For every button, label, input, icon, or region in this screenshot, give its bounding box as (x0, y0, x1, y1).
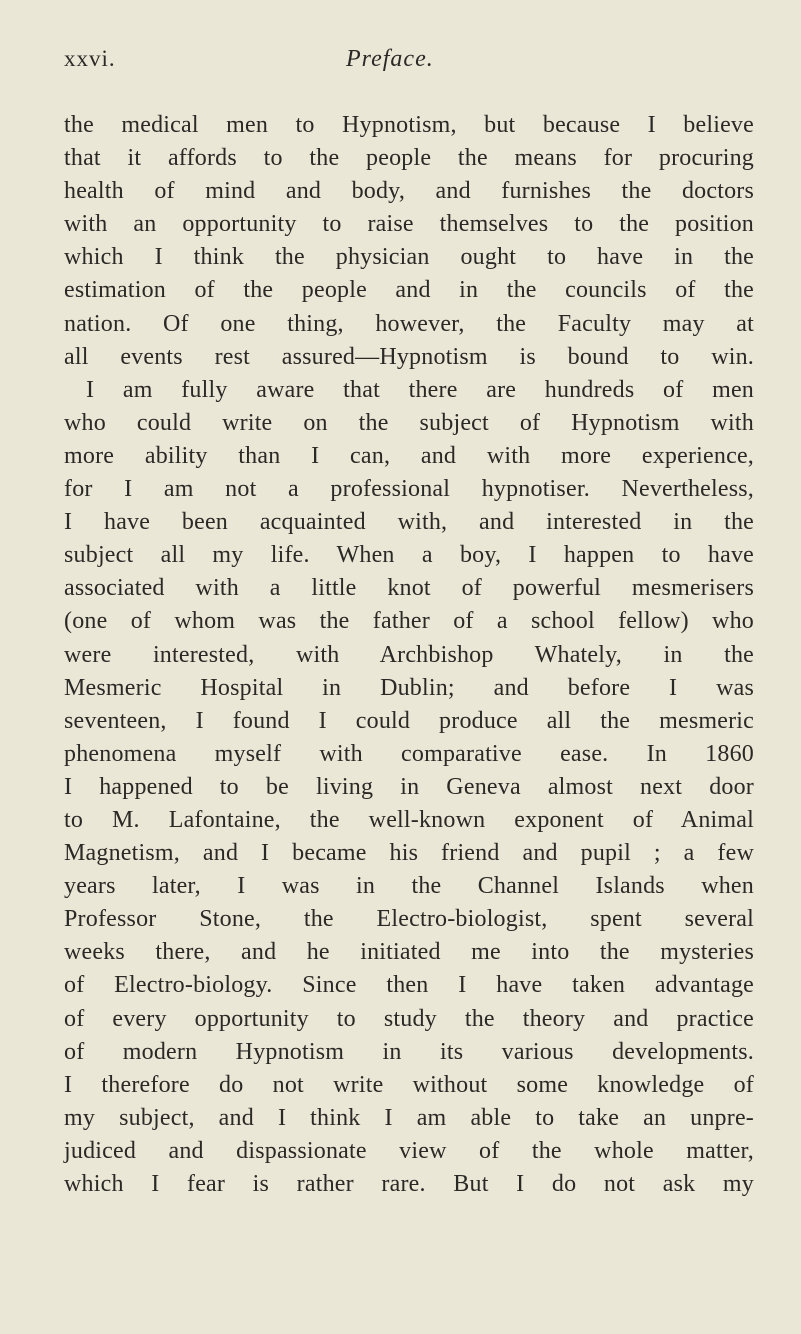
page-number: xxvi. (64, 46, 116, 71)
text-line: I therefore do not write without some knowledge of (64, 1071, 754, 1098)
text-line: (one of whom was the father of a school fellow) who (64, 608, 754, 635)
text-line: health of mind and body, and furnishes the doctors (64, 178, 754, 205)
text-line: years later, I was in the Channel Islands when (64, 873, 754, 900)
text-line: seventeen, I found I could produce all the mesmeric (64, 707, 754, 734)
text-line: with an opportunity to raise themselves to the position (64, 211, 754, 238)
text-line: to M. Lafontaine, the well-known exponent of Animal (64, 806, 754, 833)
text-line: Mesmeric Hospital in Dublin; and before I was (64, 674, 754, 701)
running-head-title: Preface. (346, 46, 434, 72)
text-line: nation. Of one thing, however, the Faculty may at (64, 310, 754, 337)
text-line: were interested, with Archbishop Whately, in the (64, 641, 754, 668)
text-line: who could write on the subject of Hypnotism with (64, 409, 754, 436)
text-line: which I think the physician ought to have in the (64, 244, 754, 271)
text-line: estimation of the people and in the councils of the (64, 277, 754, 304)
text-line: associated with a little knot of powerful mesmerisers (64, 575, 754, 602)
text-line: I happened to be living in Geneva almost next door (64, 773, 754, 800)
text-line: Magnetism, and I became his friend and pupil ; a few (64, 840, 754, 867)
text-line: subject all my life. When a boy, I happen to have (64, 542, 754, 569)
text-line: for I am not a professional hypnotiser. Nevertheless, (64, 476, 754, 503)
text-line: judiced and dispassionate view of the whole matter, (64, 1137, 754, 1164)
text-line: weeks there, and he initiated me into the mysteries (64, 939, 754, 966)
text-line: phenomena myself with comparative ease. In 1860 (64, 740, 754, 767)
text-line: all events rest assured—Hypnotism is bound to win. (64, 343, 754, 370)
text-line: of every opportunity to study the theory and practice (64, 1005, 754, 1032)
text-line: more ability than I can, and with more experience, (64, 442, 754, 469)
running-head (64, 46, 754, 82)
text-line: I have been acquainted with, and interested in the (64, 509, 754, 536)
text-line: I am fully aware that there are hundreds of men (86, 376, 754, 403)
text-line: which I fear is rather rare. But I do not ask my (64, 1171, 754, 1197)
body-text (64, 109, 754, 1201)
text-line: of Electro-biology. Since then I have taken advantage (64, 972, 754, 999)
text-line: Professor Stone, the Electro-biologist, spent several (64, 906, 754, 933)
text-line: of modern Hypnotism in its various developments. (64, 1038, 754, 1065)
text-line: the medical men to Hypnotism, but because I believe (64, 112, 754, 138)
text-line: that it affords to the people the means for procuring (64, 145, 754, 172)
text-line: my subject, and I think I am able to take an unpre- (64, 1104, 754, 1131)
